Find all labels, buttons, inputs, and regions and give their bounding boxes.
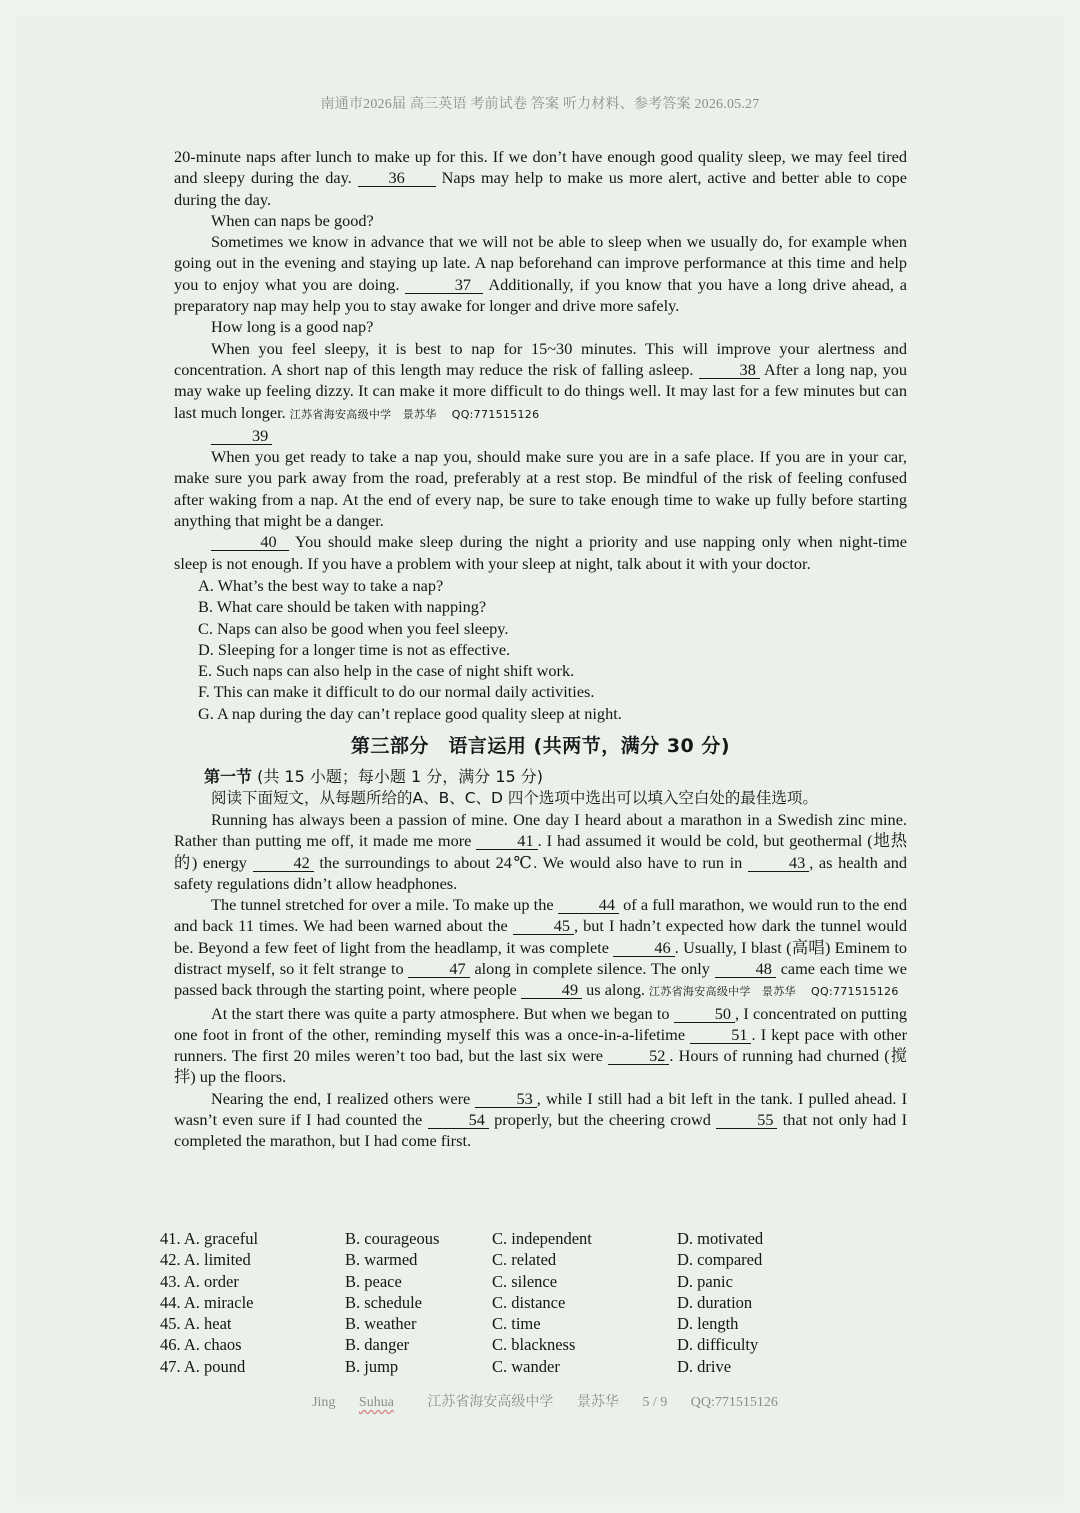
- paragraph-when: [174, 231, 907, 316]
- choice-cell: D. motivated: [677, 1229, 764, 1248]
- answer-blank-49: 49: [521, 982, 582, 999]
- text: that not only had I completed the marathon, but I had come first.: [174, 1110, 908, 1151]
- answer-blank-40: 40: [211, 534, 289, 551]
- footer-name-last: Suhua: [358, 1395, 394, 1410]
- text: , while I still had a bit left in the tank. I pulled ahead. I wasn’t even sure if I had counted the: [174, 1088, 908, 1130]
- answer-blank-46: 46: [613, 940, 674, 957]
- cloze-paragraph-2: [174, 894, 907, 1002]
- choice-cell: 41. A. graceful: [160, 1229, 259, 1248]
- answer-blank-52: 52: [608, 1048, 669, 1065]
- choice-row: [160, 1334, 920, 1355]
- choice-cell: D. difficulty: [677, 1335, 759, 1355]
- choice-cell: C. time: [492, 1314, 541, 1334]
- choice-cell: B. danger: [345, 1335, 410, 1355]
- answer-blank-51: 51: [690, 1027, 751, 1044]
- choice-cell: D. drive: [677, 1356, 732, 1376]
- text: the surroundings to about 24℃. We would also have to run in: [319, 852, 743, 872]
- answer-blank-50: 50: [674, 1006, 735, 1023]
- text: Additionally, if you know that you have a long drive ahead, a preparatory nap may help you to stay awake for longer and drive more safely.: [174, 274, 908, 316]
- choice-row: [160, 1228, 920, 1249]
- choice-cell: D. length: [677, 1314, 739, 1334]
- footer-name: [302, 1395, 404, 1410]
- paragraph-safety: When you get ready to take a nap you, should make sure you are in a safe place. If you are in your car, make sure you park away from the road, preferably at a rest stop. Be mindful of the risk of feeling confused after waking from a nap. At the end of every nap, be sure to take enough time to wake up fully before starting anything that might be a danger.: [174, 447, 907, 531]
- choice-cell: C. distance: [492, 1292, 566, 1312]
- text: The tunnel stretched for over a mile. To make up the: [211, 895, 554, 915]
- text: Naps may help to make us more alert, active and better able to cope during the day.: [174, 168, 907, 209]
- answer-blank-47: 47: [408, 961, 469, 978]
- choice-row: [160, 1356, 920, 1377]
- choice-cell: C. blackness: [492, 1335, 576, 1355]
- text: , but I hadn’t expected how dark the tunnel would be. Beyond a few feet of light from the headlamp, it was complete: [174, 916, 907, 957]
- text: us along.: [586, 980, 645, 1000]
- text: , as health and safety regulations didn’t allow headphones.: [174, 852, 907, 893]
- text: Nearing the end, I realized others were: [211, 1088, 471, 1108]
- answer-blank-41: 41: [476, 833, 537, 850]
- answer-blank-43: 43: [748, 855, 809, 872]
- paragraph-naps-intro: [174, 146, 907, 210]
- blank-39-line: [174, 425, 907, 446]
- choice-cell: B. warmed: [345, 1250, 418, 1270]
- choice-cell: B. courageous: [345, 1229, 440, 1248]
- paragraph-how-long: [174, 338, 907, 425]
- choice-cell: C. wander: [492, 1356, 560, 1376]
- choice-cell: C. related: [492, 1250, 557, 1270]
- subheading-how-long: How long is a good nap?: [211, 317, 374, 337]
- cloze-paragraph-1: [174, 809, 907, 894]
- option-item: G. A nap during the day can’t replace good quality sleep at night.: [198, 703, 622, 723]
- answer-blank-54: 54: [428, 1112, 489, 1129]
- choice-cell: 45. A. heat: [160, 1314, 232, 1334]
- answer-blank-36: 36: [358, 170, 436, 187]
- choice-row: [160, 1249, 920, 1270]
- cloze-paragraph-3: [174, 1003, 907, 1088]
- choice-cell: 43. A. order: [160, 1271, 239, 1291]
- footer-qq: QQ:771515126: [690, 1395, 778, 1410]
- cloze-paragraph-4: [174, 1088, 907, 1152]
- watermark-stamp: 江苏省海安高级中学 景苏华 QQ:771515126: [649, 985, 899, 999]
- watermark-stamp: 江苏省海安高级中学 景苏华 QQ:771515126: [289, 407, 540, 421]
- answer-blank-39: 39: [211, 428, 272, 445]
- text: . Hours of running had churned (搅拌) up the floors.: [174, 1046, 907, 1087]
- choice-cell: D. compared: [677, 1250, 763, 1270]
- option-item: C. Naps can also be good when you feel sleepy.: [198, 618, 509, 638]
- choice-cell: B. peace: [345, 1271, 402, 1291]
- answer-blank-45: 45: [513, 918, 574, 935]
- option-item: A. What’s the best way to take a nap?: [198, 575, 444, 595]
- page-footer: [0, 1391, 1080, 1411]
- choice-cell: B. jump: [345, 1356, 399, 1376]
- text: of a full marathon, we would run to the end and back 11 times. We had been warned about the: [174, 895, 907, 936]
- text: properly, but the cheering crowd: [494, 1110, 711, 1130]
- choice-row: [160, 1292, 920, 1313]
- text: At the start there was quite a party atmosphere. But when we began to: [211, 1003, 670, 1023]
- instruction: 阅读下面短文，从每题所给的A、B、C、D 四个选项中选出可以填入空白处的最佳选项。: [211, 788, 818, 807]
- footer-school: 江苏省海安高级中学: [427, 1395, 554, 1410]
- answer-blank-38: 38: [699, 362, 760, 379]
- choice-cell: 44. A. miracle: [160, 1292, 254, 1312]
- answer-blank-44: 44: [558, 897, 619, 914]
- section-label: 第一节: [204, 767, 253, 787]
- option-item: E. Such naps can also help in the case of night shift work.: [198, 661, 575, 681]
- choice-table: [160, 1228, 920, 1377]
- choice-row: [160, 1271, 920, 1292]
- choice-cell: 42. A. limited: [160, 1250, 251, 1270]
- answer-blank-48: 48: [715, 961, 776, 978]
- section-one-title: [204, 766, 907, 787]
- text: Running has always been a passion of mine. One day I heard about a marathon in a Swedish zinc mine. Rather than putting me off, it made me more: [174, 809, 907, 851]
- paragraph-priority: [174, 531, 907, 574]
- choice-cell: C. independent: [492, 1229, 592, 1248]
- option-list: [198, 575, 907, 724]
- text: Sometimes we know in advance that we will not be able to sleep when we usually do, for example when going out in the evening and staying up late. A nap beforehand can improve performance at this time and help you to enjoy what you are doing.: [174, 232, 907, 294]
- option-item: F. This can make it difficult to do our normal daily activities.: [198, 682, 595, 702]
- page-number: 5 / 9: [642, 1395, 668, 1410]
- text: , I concentrated on putting one foot in front of the other, reminding myself this was a once-in-a-lifetime: [174, 1003, 907, 1044]
- answer-blank-37: 37: [405, 277, 483, 294]
- answer-blank-53: 53: [475, 1091, 536, 1108]
- text: 20-minute naps after lunch to make up for this. If we don’t have enough good quality sleep, we may feel tired and sleepy during the day.: [174, 147, 907, 188]
- choice-cell: C. silence: [492, 1271, 558, 1291]
- choice-cell: B. weather: [345, 1314, 417, 1334]
- text: came each time we passed back through the starting point, where people: [174, 958, 907, 1000]
- choice-cell: 46. A. chaos: [160, 1335, 242, 1355]
- choice-row: [160, 1313, 920, 1334]
- choice-cell: 47. A. pound: [160, 1356, 246, 1376]
- text: After a long nap, you may wake up feeling dizzy. It can make it more difficult to do things well. It may last for a few minutes but can last much longer.: [174, 359, 908, 422]
- answer-blank-55: 55: [716, 1112, 777, 1129]
- page-header: 南通市2026届 高三英语 考前试卷 答案 听力材料、参考答案 2026.05.27: [320, 97, 760, 112]
- text: . I kept pace with other runners. The first 20 miles weren’t too bad, but the last six were: [174, 1024, 907, 1066]
- text: When you feel sleepy, it is best to nap for 15~30 minutes. This will improve your alertness and concentration. A short nap of this length may reduce the risk of falling asleep.: [174, 338, 907, 379]
- choice-cell: B. schedule: [345, 1292, 422, 1312]
- text: You should make sleep during the night a priority and use napping only when night-time sleep is not enough. If you have a problem with your sleep at night, talk about it with your doctor.: [174, 532, 907, 573]
- text: . I had assumed it would be cold, but geothermal (地热的) energy: [174, 831, 907, 872]
- option-item: B. What care should be taken with napping?: [198, 597, 487, 617]
- footer-name-first: Jing: [312, 1395, 336, 1410]
- footer-author: 景苏华: [576, 1395, 619, 1410]
- text: . Usually, I blast (高唱) Eminem to distract myself, so it felt strange to: [174, 937, 908, 978]
- part-three-title: 第三部分 语言运用 (共两节，满分 30 分): [350, 735, 731, 758]
- option-item: D. Sleeping for a longer time is not as effective.: [198, 639, 511, 659]
- subheading-when: When can naps be good?: [211, 210, 374, 230]
- document-body: [174, 146, 907, 1152]
- choice-cell: D. panic: [677, 1271, 733, 1291]
- section-score: (共 15 小题；每小题 1 分，满分 15 分): [252, 767, 544, 787]
- choice-cell: D. duration: [677, 1292, 753, 1312]
- text: along in complete silence. The only: [474, 958, 710, 978]
- answer-blank-42: 42: [253, 855, 314, 872]
